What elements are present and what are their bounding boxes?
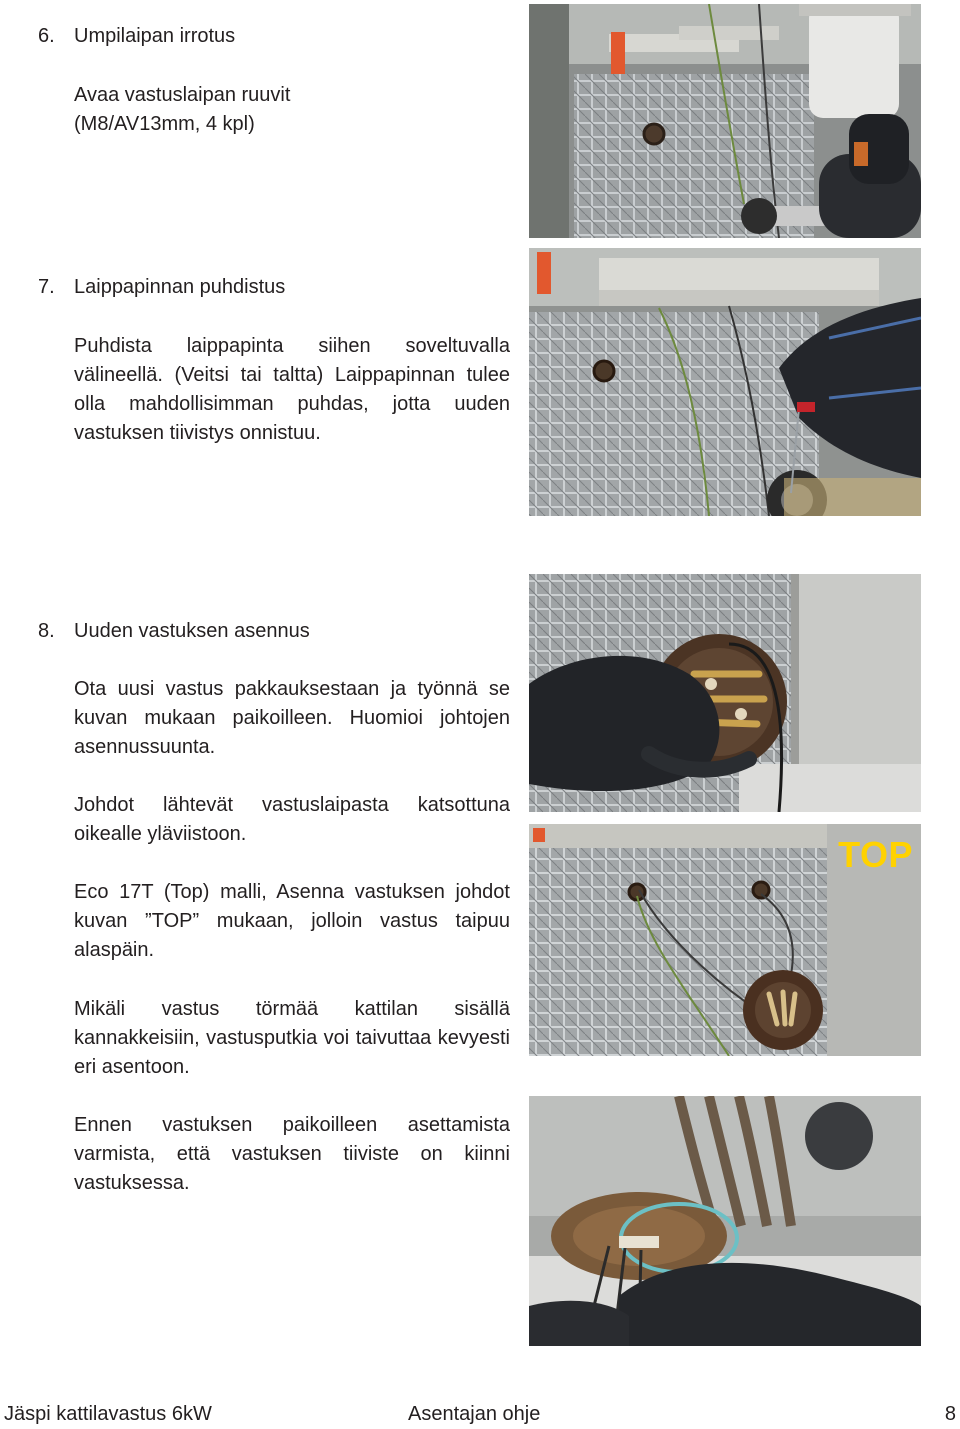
step-number: 6. [38,25,55,47]
page-footer [0,1400,960,1429]
step-8-paragraph-5: Ennen vastuksen paikoilleen asettamista varmista, että vastuksen tiiviste on kiinni vastuksessa. [74,1114,510,1194]
step-6-paragraph-1: Avaa vastuslaipan ruuvit (M8/AV13mm, 4 kpl) [74,84,291,135]
footer-document-title: Jäspi kattilavastus 6kW [4,1403,212,1425]
photo-element-gasket [529,1096,921,1346]
photo-insert-element [529,574,921,812]
step-8-paragraph-4: Mikäli vastus törmää kattilan sisällä kannakkeisiin, vastusputkia voi taivuttaa kevyesti eri asentoon. [74,998,510,1078]
step-title: Laippapinnan puhdistus [74,276,286,298]
photo-top-orientation [529,824,921,1056]
footer-page-number: 8 [944,1403,956,1425]
step-8-heading [38,617,310,646]
photo-unscrew-flange [529,4,921,238]
step-title: Umpilaipan irrotus [74,25,236,47]
step-7-paragraph-1: Puhdista laippapinta siihen soveltuvalla välineellä. (Veitsi tai taltta) Laippapinnan tulee olla mahdollisimman puhdas, jotta uuden vastuksen tiivistys onnistuu. [74,335,510,444]
footer-document-type: Asentajan ohje [408,1403,541,1425]
step-number: 7. [38,276,55,298]
step-number: 8. [38,620,55,642]
step-8-paragraph-2: Johdot lähtevät vastuslaipasta katsottuna oikealle yläviistoon. [74,794,510,845]
step-8-paragraph-3: Eco 17T (Top) malli, Asenna vastuksen johdot kuvan ”TOP” mukaan, jolloin vastus taipuu alaspäin. [74,881,510,961]
step-7-heading [38,273,285,302]
step-6-heading [38,22,235,51]
photo-clean-flange-surface [529,248,921,516]
step-title: Uuden vastuksen asennus [74,620,310,642]
step-8-paragraph-1: Ota uusi vastus pakkauksestaan ja työnnä se kuvan mukaan paikoilleen. Huomioi johtojen asennussuunta. [74,678,510,758]
top-orientation-label: TOP [838,834,913,875]
